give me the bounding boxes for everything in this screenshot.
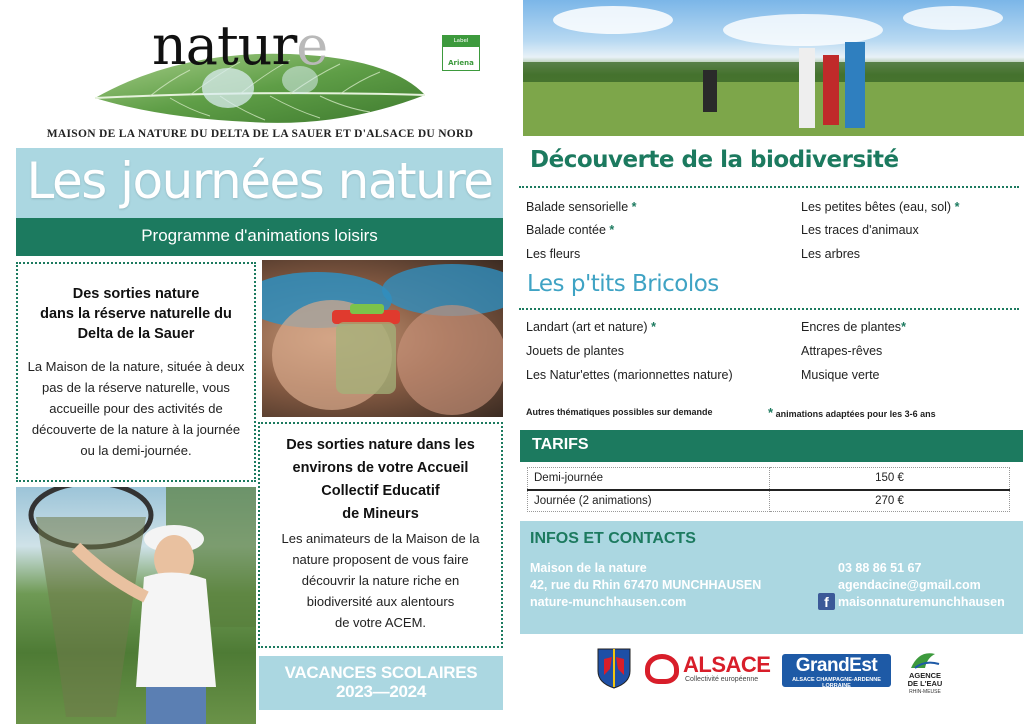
contact-facebook-link[interactable]: maisonnaturemunchhausen <box>838 595 1005 609</box>
activity-label: Les traces d'animaux <box>801 223 919 237</box>
info-box-heading <box>268 434 493 526</box>
tarif-label: Demi-journée <box>528 468 770 490</box>
contact-name: Maison de la nature <box>530 561 647 575</box>
agence-eau-emblem-icon <box>905 648 945 672</box>
contact-email-link[interactable]: agendacine@gmail.com <box>838 578 981 592</box>
label-badge-top: Label <box>443 36 479 47</box>
page-subtitle: Programme d'animations loisirs <box>141 226 378 245</box>
heading-line: Des sorties nature <box>72 286 200 302</box>
section-divider <box>519 308 1019 310</box>
table-row <box>528 490 1010 512</box>
agence-eau-logo <box>905 648 945 694</box>
contact-website-link[interactable]: nature-munchhausen.com <box>530 595 687 609</box>
page-title: Les journées nature <box>26 152 493 210</box>
contact-address: 42, rue du Rhin 67470 MUNCHHAUSEN <box>530 578 762 592</box>
activity-item <box>801 247 860 261</box>
body-line: Les animateurs de la Maison de la <box>281 531 480 546</box>
activity-label: Landart (art et nature) <box>526 320 648 334</box>
info-box-reserve <box>16 262 256 482</box>
activity-item <box>526 247 580 261</box>
section-title-crafts: Les p'tits Bricolos <box>527 271 719 297</box>
activity-item <box>526 223 614 237</box>
heading-line: Des sorties nature dans les <box>286 437 475 453</box>
grandest-logo-text: GrandEst <box>795 655 878 676</box>
activity-item <box>526 320 656 334</box>
body-line: ou la demi-journée. <box>80 443 192 458</box>
info-box-heading <box>26 284 246 344</box>
body-line: nature proposent de vous faire <box>292 552 469 567</box>
star-marker: * <box>609 223 615 237</box>
nature-logo <box>90 10 430 125</box>
alsace-emblem-icon <box>645 654 679 684</box>
info-box-body <box>268 528 493 633</box>
table-row <box>528 468 1010 490</box>
facebook-icon: f <box>818 593 835 610</box>
star-marker: * <box>651 320 656 334</box>
label-badge-bottom: Ariena <box>448 59 474 67</box>
tarifs-table <box>527 467 1010 512</box>
grandest-logo-subtext: ALSACE CHAMPAGNE-ARDENNE LORRAINE <box>792 677 881 689</box>
other-themes-note: Autres thématiques possibles sur demande <box>526 407 713 417</box>
agence-eau-line: DE L'EAU <box>907 679 943 688</box>
alsace-logo-text: ALSACE <box>683 652 771 677</box>
section-divider <box>519 186 1019 188</box>
school-holidays-banner <box>259 656 503 710</box>
info-box-body <box>26 356 246 461</box>
activity-item <box>801 344 882 358</box>
body-line: accueille pour des activités de <box>49 401 223 416</box>
subtitle-bar <box>16 218 503 256</box>
agence-eau-subtext: RHIN-MEUSE <box>909 689 941 695</box>
agence-eau-line: AGENCE <box>908 671 942 680</box>
activity-item <box>801 368 880 382</box>
activity-label: Balade contée <box>526 223 606 237</box>
photo-children-with-jar <box>262 260 503 417</box>
title-banner <box>16 148 503 218</box>
photo-girl-with-net <box>16 487 256 724</box>
heading-line: de Mineurs <box>342 506 419 522</box>
star-marker: * <box>768 405 774 420</box>
alsace-logo-subtext: Collectivité européenne <box>685 676 759 683</box>
activity-label: Les arbres <box>801 247 861 261</box>
activity-item <box>801 200 959 214</box>
school-year: 2023—2024 <box>336 682 426 701</box>
activity-label: Les petites bêtes (eau, sol) <box>801 200 952 214</box>
contact-title: INFOS ET CONTACTS <box>530 530 696 547</box>
activity-label: Balade sensorielle <box>526 200 629 214</box>
tarif-price: 150 € <box>770 468 1010 490</box>
heading-line: environs de votre Accueil <box>292 460 469 476</box>
heading-line: Collectif Educatif <box>321 483 440 499</box>
star-marker: * <box>631 200 637 214</box>
body-line: pas de la réserve naturelle, vous <box>42 380 230 395</box>
activity-item <box>801 320 906 334</box>
logo-word-main: natur <box>152 14 297 77</box>
body-line: biodiversité aux alentours <box>306 594 455 609</box>
body-line: découverte de la nature à la journée <box>31 422 241 437</box>
organisation-name: MAISON DE LA NATURE DU DELTA DE LA SAUER ET D'ALSACE DU NORD <box>46 128 474 140</box>
star-marker: * <box>901 320 906 334</box>
age-note-text: animations adaptées pour les 3-6 ans <box>775 409 936 419</box>
tarif-label: Journée (2 animations) <box>528 490 770 512</box>
activity-label: Attrapes-rêves <box>801 344 883 358</box>
tarifs-header <box>520 430 1023 462</box>
grandest-logo <box>782 654 891 687</box>
contact-phone[interactable]: 03 88 86 51 67 <box>838 561 922 575</box>
activity-label: Musique verte <box>801 368 880 382</box>
activity-item <box>526 200 637 214</box>
activity-item <box>801 223 919 237</box>
activity-label: Les fleurs <box>526 247 581 261</box>
agence-eau-text <box>905 672 945 688</box>
tarif-price: 270 € <box>770 490 1010 512</box>
photo-children-in-meadow <box>523 0 1024 136</box>
body-line: découvrir la nature riche en <box>301 573 460 588</box>
activity-item <box>526 344 624 358</box>
tarifs-title: TARIFS <box>532 436 589 453</box>
body-line: La Maison de la nature, située à deux <box>27 359 245 374</box>
heading-line: dans la réserve naturelle du <box>40 306 232 322</box>
logo-word-faded: e <box>296 14 328 77</box>
heading-line: Delta de la Sauer <box>77 326 195 342</box>
section-title-biodiversity: Découverte de la biodiversité <box>530 147 899 173</box>
age-note <box>768 405 936 420</box>
star-marker: * <box>954 200 960 214</box>
activity-label: Les Natur'ettes (marionnettes nature) <box>526 368 733 382</box>
activity-label: Jouets de plantes <box>526 344 624 358</box>
body-line: de votre ACEM. <box>334 615 427 630</box>
activity-label: Encres de plantes <box>801 320 902 334</box>
activity-item <box>526 368 733 382</box>
info-box-acem <box>258 422 503 648</box>
label-badge <box>442 35 480 71</box>
crest-icon <box>596 647 632 689</box>
school-holidays-label: VACANCES SCOLAIRES <box>284 663 478 682</box>
logo-wordmark <box>152 14 327 77</box>
contact-box <box>520 521 1023 634</box>
alsace-logo <box>645 652 770 688</box>
